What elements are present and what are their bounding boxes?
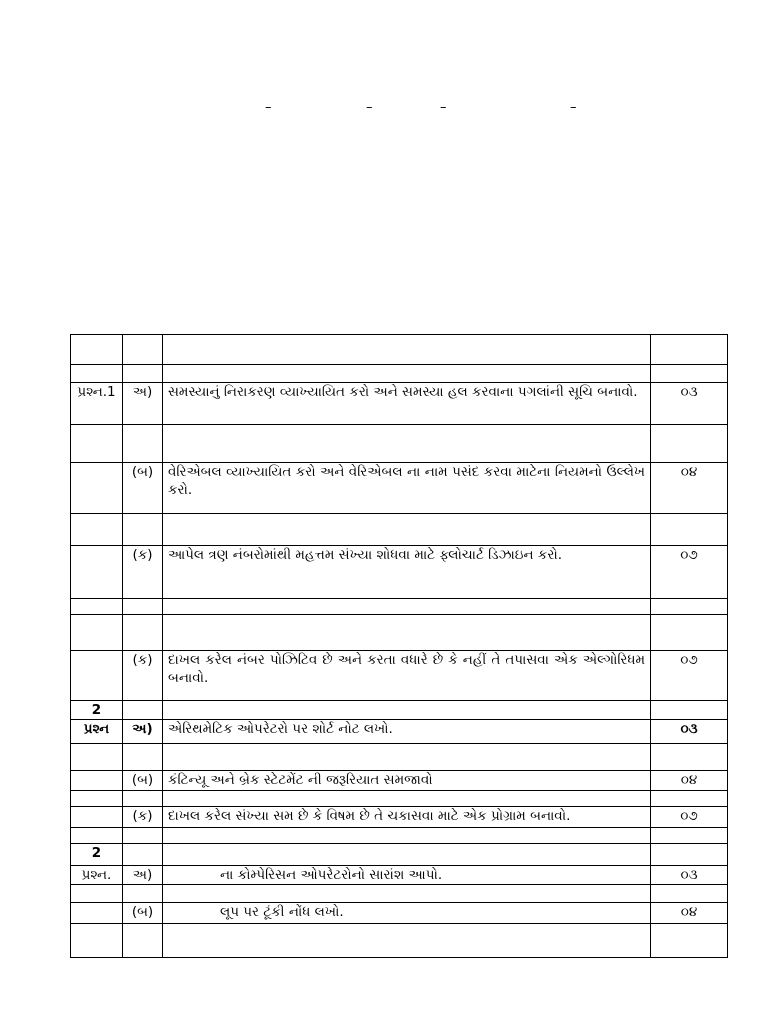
question-table [70,334,728,958]
sub-question-cell: (બ) [123,463,163,514]
table-row [71,791,728,807]
marks-cell: ૦૪ [651,903,728,924]
table-row [71,701,728,720]
marks-cell: ૦૭ [651,807,728,828]
marks-cell [651,844,728,866]
table-row [71,365,728,383]
question-text-cell [163,599,651,615]
question-text-cell [163,924,651,958]
sub-question-cell [123,791,163,807]
question-number-cell [71,365,123,383]
sub-question-cell [123,828,163,844]
question-text: લૂપ પર ટૂંકી નોંધ લખો. [220,904,344,920]
marks-cell [651,335,728,365]
table-row [71,828,728,844]
sub-question-cell: (ક) [123,546,163,599]
question-text-cell [163,425,651,463]
sub-question-cell [123,425,163,463]
table-row [71,771,728,791]
question-number-cell [71,335,123,365]
sub-question-cell: (બ) [123,771,163,791]
table-row [71,866,728,885]
question-number-cell [71,514,123,546]
sub-question-cell: (ક) [123,651,163,701]
question-number-cell [71,615,123,651]
table-row [71,807,728,828]
question-number-cell [71,744,123,771]
question-text-cell: સમસ્યાનું નિરાકરણ વ્યાખ્યાયિત કરો અને સમસ્યા હલ કરવાના પગલાંની સૂચિ બનાવો. [163,383,651,425]
question-text-cell [163,791,651,807]
question-number-cell: 2 [71,701,123,720]
header-dash: – [265,100,272,115]
question-text-cell: એરિથમેટિક ઓપરેટરો પર શોર્ટ નોટ લખો. [163,720,651,744]
sub-question-cell: અ) [123,720,163,744]
table-row [71,463,728,514]
question-number-cell: પ્રશ્ન.1 [71,383,123,425]
sub-question-cell [123,599,163,615]
question-number-cell: 2 [71,844,123,866]
sub-question-cell [123,615,163,651]
table-row [71,335,728,365]
question-text-cell [163,866,651,885]
marks-cell [651,828,728,844]
marks-cell [651,425,728,463]
question-text-cell: વેરિએબલ વ્યાખ્યાયિત કરો અને વેરિએબલ ના નામ પસંદ કરવા માટેના નિયમનો ઉલ્લેખ કરો. [163,463,651,514]
table-row [71,744,728,771]
table-row [71,615,728,651]
question-text: ના કોમ્પેરિસન ઓપરેટરોનો સારાંશ આપો. [220,867,443,883]
table-row [71,885,728,903]
sub-question-cell [123,365,163,383]
question-number-cell [71,771,123,791]
question-number-cell [71,828,123,844]
marks-cell [651,744,728,771]
header-dash: – [440,100,447,115]
table-row [71,924,728,958]
table-row [71,514,728,546]
question-text-cell: કંટિન્યૂ અને બ્રેક સ્ટેટમેંટ ની જરૂરિયાત સમજાવો [163,771,651,791]
header-dash: – [366,100,373,115]
table-row [71,546,728,599]
marks-cell [651,924,728,958]
sub-question-cell: (બ) [123,903,163,924]
marks-cell [651,365,728,383]
question-text-cell [163,514,651,546]
table-row [71,599,728,615]
sub-question-cell [123,701,163,720]
question-text-cell [163,828,651,844]
sub-question-cell [123,514,163,546]
question-number-cell [71,885,123,903]
marks-cell [651,885,728,903]
table-row [71,383,728,425]
question-text-cell [163,744,651,771]
sub-question-cell [123,885,163,903]
question-number-cell [71,463,123,514]
table-row [71,844,728,866]
question-text-cell: આપેલ ત્રણ નંબરોમાંથી મહત્તમ સંખ્યા શોધવા માટે ફ્લોચાર્ટ ડિઝાઇન કરો. [163,546,651,599]
marks-cell: ૦૩ [651,866,728,885]
marks-cell [651,615,728,651]
question-text-cell [163,335,651,365]
question-number-cell: પ્રશ્ન [71,720,123,744]
marks-cell [651,701,728,720]
question-text-cell: દાખલ કરેલ નંબર પોઝિટિવ છે અને કરતા વધારે છે કે નહીં તે તપાસવા એક એલ્ગોરિધમ બનાવો. [163,651,651,701]
marks-cell: ૦૩ [651,720,728,744]
header-dash: – [570,100,577,115]
question-text-cell [163,885,651,903]
question-number-cell [71,924,123,958]
sub-question-cell [123,335,163,365]
question-number-cell [71,599,123,615]
table-row [71,651,728,701]
question-text-cell: દાખલ કરેલ સંખ્યા સમ છે કે વિષમ છે તે ચકાસવા માટે એક પ્રોગ્રામ બનાવો. [163,807,651,828]
marks-cell: ૦૭ [651,546,728,599]
question-number-cell: પ્રશ્ન. [71,866,123,885]
sub-question-cell: અ) [123,383,163,425]
question-number-cell [71,791,123,807]
table-row [71,425,728,463]
sub-question-cell: અ) [123,866,163,885]
question-text-cell [163,615,651,651]
table-row [71,903,728,924]
question-number-cell [71,807,123,828]
question-number-cell [71,425,123,463]
question-number-cell [71,903,123,924]
question-number-cell [71,546,123,599]
marks-cell: ૦૩ [651,383,728,425]
question-table-body [71,335,728,958]
marks-cell: ૦૪ [651,463,728,514]
marks-cell: ૦૭ [651,651,728,701]
table-row [71,720,728,744]
marks-cell [651,514,728,546]
question-text-cell [163,903,651,924]
sub-question-cell [123,744,163,771]
question-text-cell [163,365,651,383]
marks-cell: ૦૪ [651,771,728,791]
question-number-cell [71,651,123,701]
sub-question-cell [123,844,163,866]
question-text-cell [163,701,651,720]
question-text-cell [163,844,651,866]
sub-question-cell: (ક) [123,807,163,828]
marks-cell [651,791,728,807]
marks-cell [651,599,728,615]
sub-question-cell [123,924,163,958]
